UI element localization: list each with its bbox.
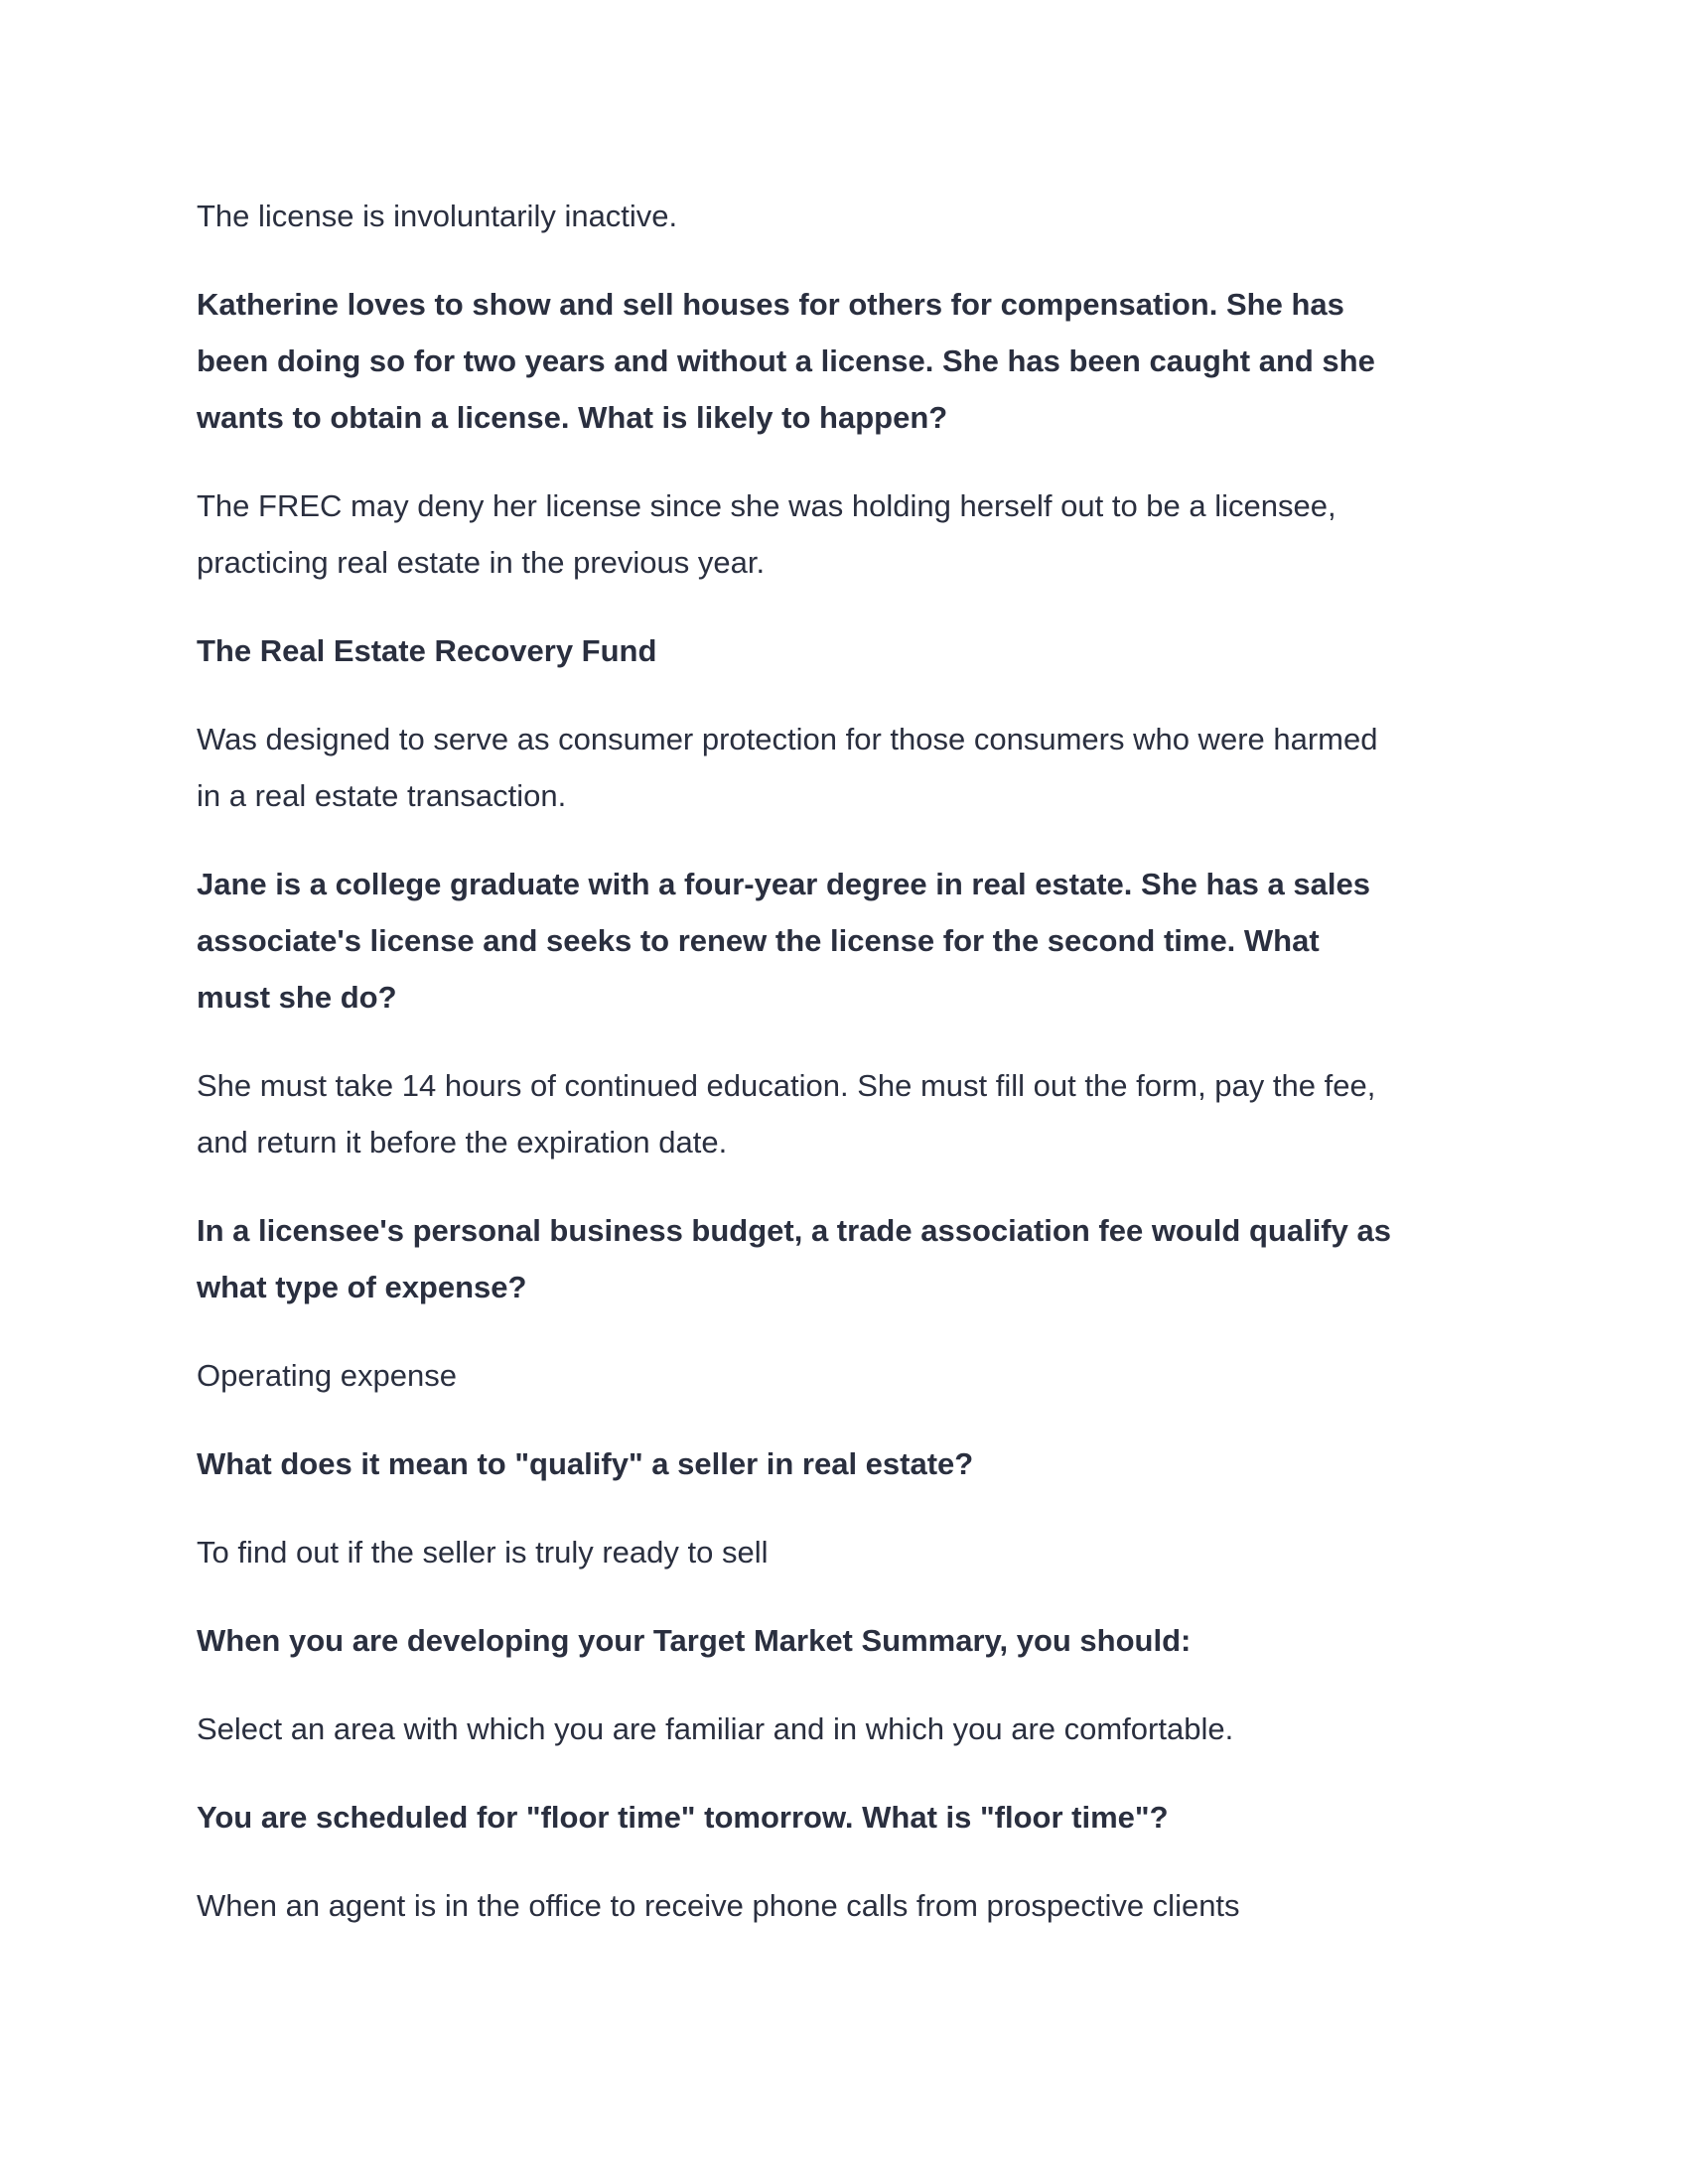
- text-line: Jane is a college graduate with a four-year degree in real estate. She has a sales: [197, 867, 1370, 901]
- text-line: Was designed to serve as consumer protection for those consumers who were harmed: [197, 722, 1378, 756]
- text-line: When you are developing your Target Market Summary, you should:: [197, 1623, 1192, 1658]
- text-line: The Real Estate Recovery Fund: [197, 633, 657, 668]
- text-line: The license is involuntarily inactive.: [197, 199, 678, 233]
- document-body: [197, 188, 1527, 1966]
- answer-paragraph: [197, 1877, 1527, 1934]
- question-paragraph: [197, 1789, 1527, 1845]
- question-paragraph: [197, 276, 1527, 446]
- text-line: wants to obtain a license. What is likely to happen?: [197, 400, 948, 435]
- answer-paragraph: [197, 711, 1527, 824]
- question-paragraph: [197, 1435, 1527, 1492]
- text-line: what type of expense?: [197, 1270, 527, 1304]
- answer-paragraph: [197, 478, 1527, 591]
- text-line: Operating expense: [197, 1358, 457, 1393]
- text-line: associate's license and seeks to renew the license for the second time. What: [197, 923, 1320, 958]
- text-line: practicing real estate in the previous year.: [197, 545, 766, 580]
- answer-paragraph: [197, 1701, 1527, 1757]
- answer-paragraph: [197, 1057, 1527, 1170]
- text-line: When an agent is in the office to receive phone calls from prospective clients: [197, 1888, 1240, 1923]
- question-paragraph: [197, 856, 1527, 1025]
- text-line: and return it before the expiration date.: [197, 1125, 728, 1160]
- text-line: been doing so for two years and without a license. She has been caught and she: [197, 343, 1375, 378]
- answer-paragraph: [197, 1524, 1527, 1580]
- question-paragraph: [197, 622, 1527, 679]
- text-line: Katherine loves to show and sell houses for others for compensation. She has: [197, 287, 1344, 322]
- answer-paragraph: [197, 188, 1527, 244]
- text-line: must she do?: [197, 980, 397, 1015]
- text-line: To find out if the seller is truly ready to sell: [197, 1535, 769, 1570]
- answer-paragraph: [197, 1347, 1527, 1404]
- text-line: in a real estate transaction.: [197, 778, 567, 813]
- text-line: She must take 14 hours of continued education. She must fill out the form, pay the fee,: [197, 1068, 1376, 1103]
- question-paragraph: [197, 1612, 1527, 1669]
- text-line: In a licensee's personal business budget, a trade association fee would qualify as: [197, 1213, 1391, 1248]
- text-line: Select an area with which you are familiar and in which you are comfortable.: [197, 1711, 1234, 1746]
- text-line: The FREC may deny her license since she was holding herself out to be a licensee,: [197, 488, 1336, 523]
- text-line: You are scheduled for "floor time" tomorrow. What is "floor time"?: [197, 1800, 1169, 1835]
- question-paragraph: [197, 1202, 1527, 1315]
- text-line: What does it mean to "qualify" a seller in real estate?: [197, 1446, 974, 1481]
